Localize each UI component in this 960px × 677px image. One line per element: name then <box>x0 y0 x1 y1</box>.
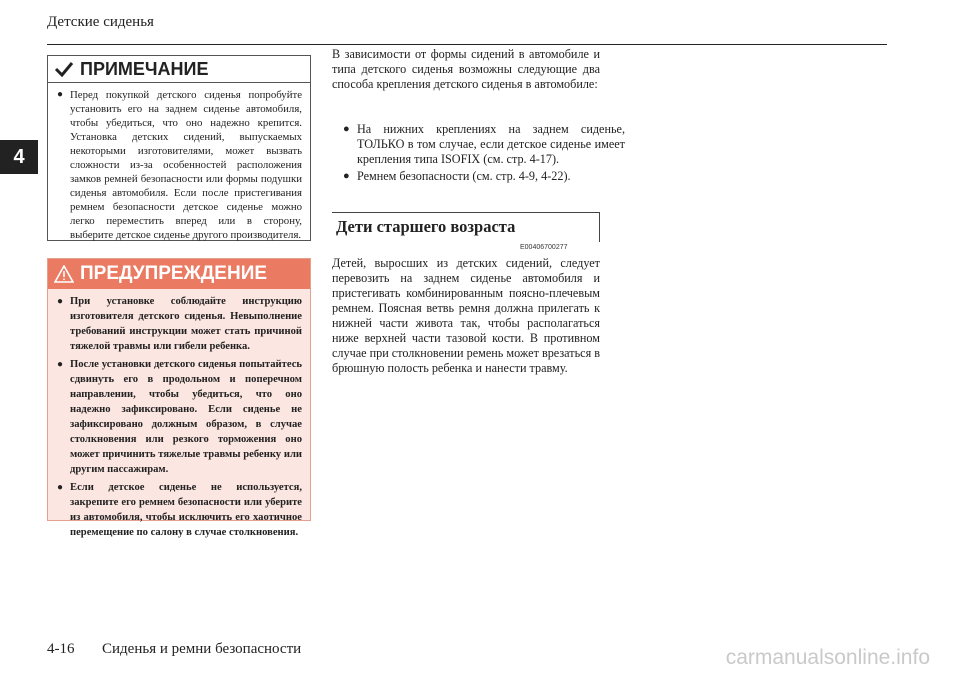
watermark: carmanualsonline.info <box>725 646 930 669</box>
chapter-tab: 4 <box>0 140 38 174</box>
note-header <box>48 56 310 83</box>
section-code: E00406700277 <box>520 244 568 251</box>
warning-title: ПРЕДУПРЕЖДЕНИЕ <box>80 263 268 284</box>
note-box <box>47 55 311 241</box>
method-list <box>332 122 625 186</box>
body-paragraph: Детей, выросших из детских сидений, следует перевозить на заднем сиденье автомобиля и пристегивать комбинированным поясно-плечевым ремнем. Поясная ветвь ремня должна прилегать к нижней части живота так, чтобы располагаться ниже верхней части тазовой кости. В противном случае при столкновении ремень может врезаться в брюшную полость ребенка и нанести травму. <box>332 256 600 375</box>
warning-list <box>48 289 310 540</box>
running-header: Детские сиденья <box>47 14 154 30</box>
note-item: ● Перед покупкой детского сиденья попробуйте установить его на заднем сиденье автомобиля, чтобы убедиться, что оно надежно крепится. Установка детских сидений, выпускаемых некоторыми изготовителями, может вызвать сложности из-за особенностей расположения замков ремней безопасности или формы подушки сиденья автомобиля. Если после пристегивания ремнем безопасности детское сиденье можно легко переместить вперед или в сторону, выберите детское сиденье другого производителя. <box>70 88 302 242</box>
intro-paragraph: В зависимости от формы сидений в автомобиле и типа детского сиденья возможны следующие два способа крепления детского сиденья в автомобиле: <box>332 47 600 91</box>
note-title: ПРИМЕЧАНИЕ <box>80 58 209 79</box>
section-heading-box <box>332 212 600 242</box>
warning-header <box>48 259 310 289</box>
warning-item: ● Если детское сиденье не используется, закрепите его ремнем безопасности или уберите из автомобиля, чтобы исключить его хаотичное перемещение по салону в случае столкновения. <box>70 480 302 540</box>
method-item: ● На нижних креплениях на заднем сиденье, ТОЛЬКО в том случае, если детское сиденье имеет крепления типа ISOFIX (см. стр. 4-17). <box>357 122 625 167</box>
header-rule <box>47 44 887 45</box>
footer-title: Сиденья и ремни безопасности <box>102 641 302 657</box>
warning-box <box>47 258 311 538</box>
warning-item: ● При установке соблюдайте инструкцию изготовителя детского сиденья. Невыполнение требований инструкции может стать причиной тяжелой травмы или гибели ребенка. <box>70 294 302 354</box>
note-list <box>48 83 310 242</box>
checkmark-icon <box>54 61 74 77</box>
warning-triangle-icon <box>54 265 74 283</box>
section-title: Дети старшего возраста <box>336 217 516 236</box>
method-item: ● Ремнем безопасности (см. стр. 4-9, 4-22). <box>357 169 625 184</box>
page-number: 4-16 <box>47 641 75 657</box>
warning-item: ● После установки детского сиденья попытайтесь сдвинуть его в продольном и поперечном направлении, чтобы убедиться, что оно надежно зафиксировано. Если сиденье не зафиксировано должным образом, в случае столкновения или резкого торможения оно может причинить тяжелые травмы ребенку или другим пассажирам. <box>70 357 302 477</box>
